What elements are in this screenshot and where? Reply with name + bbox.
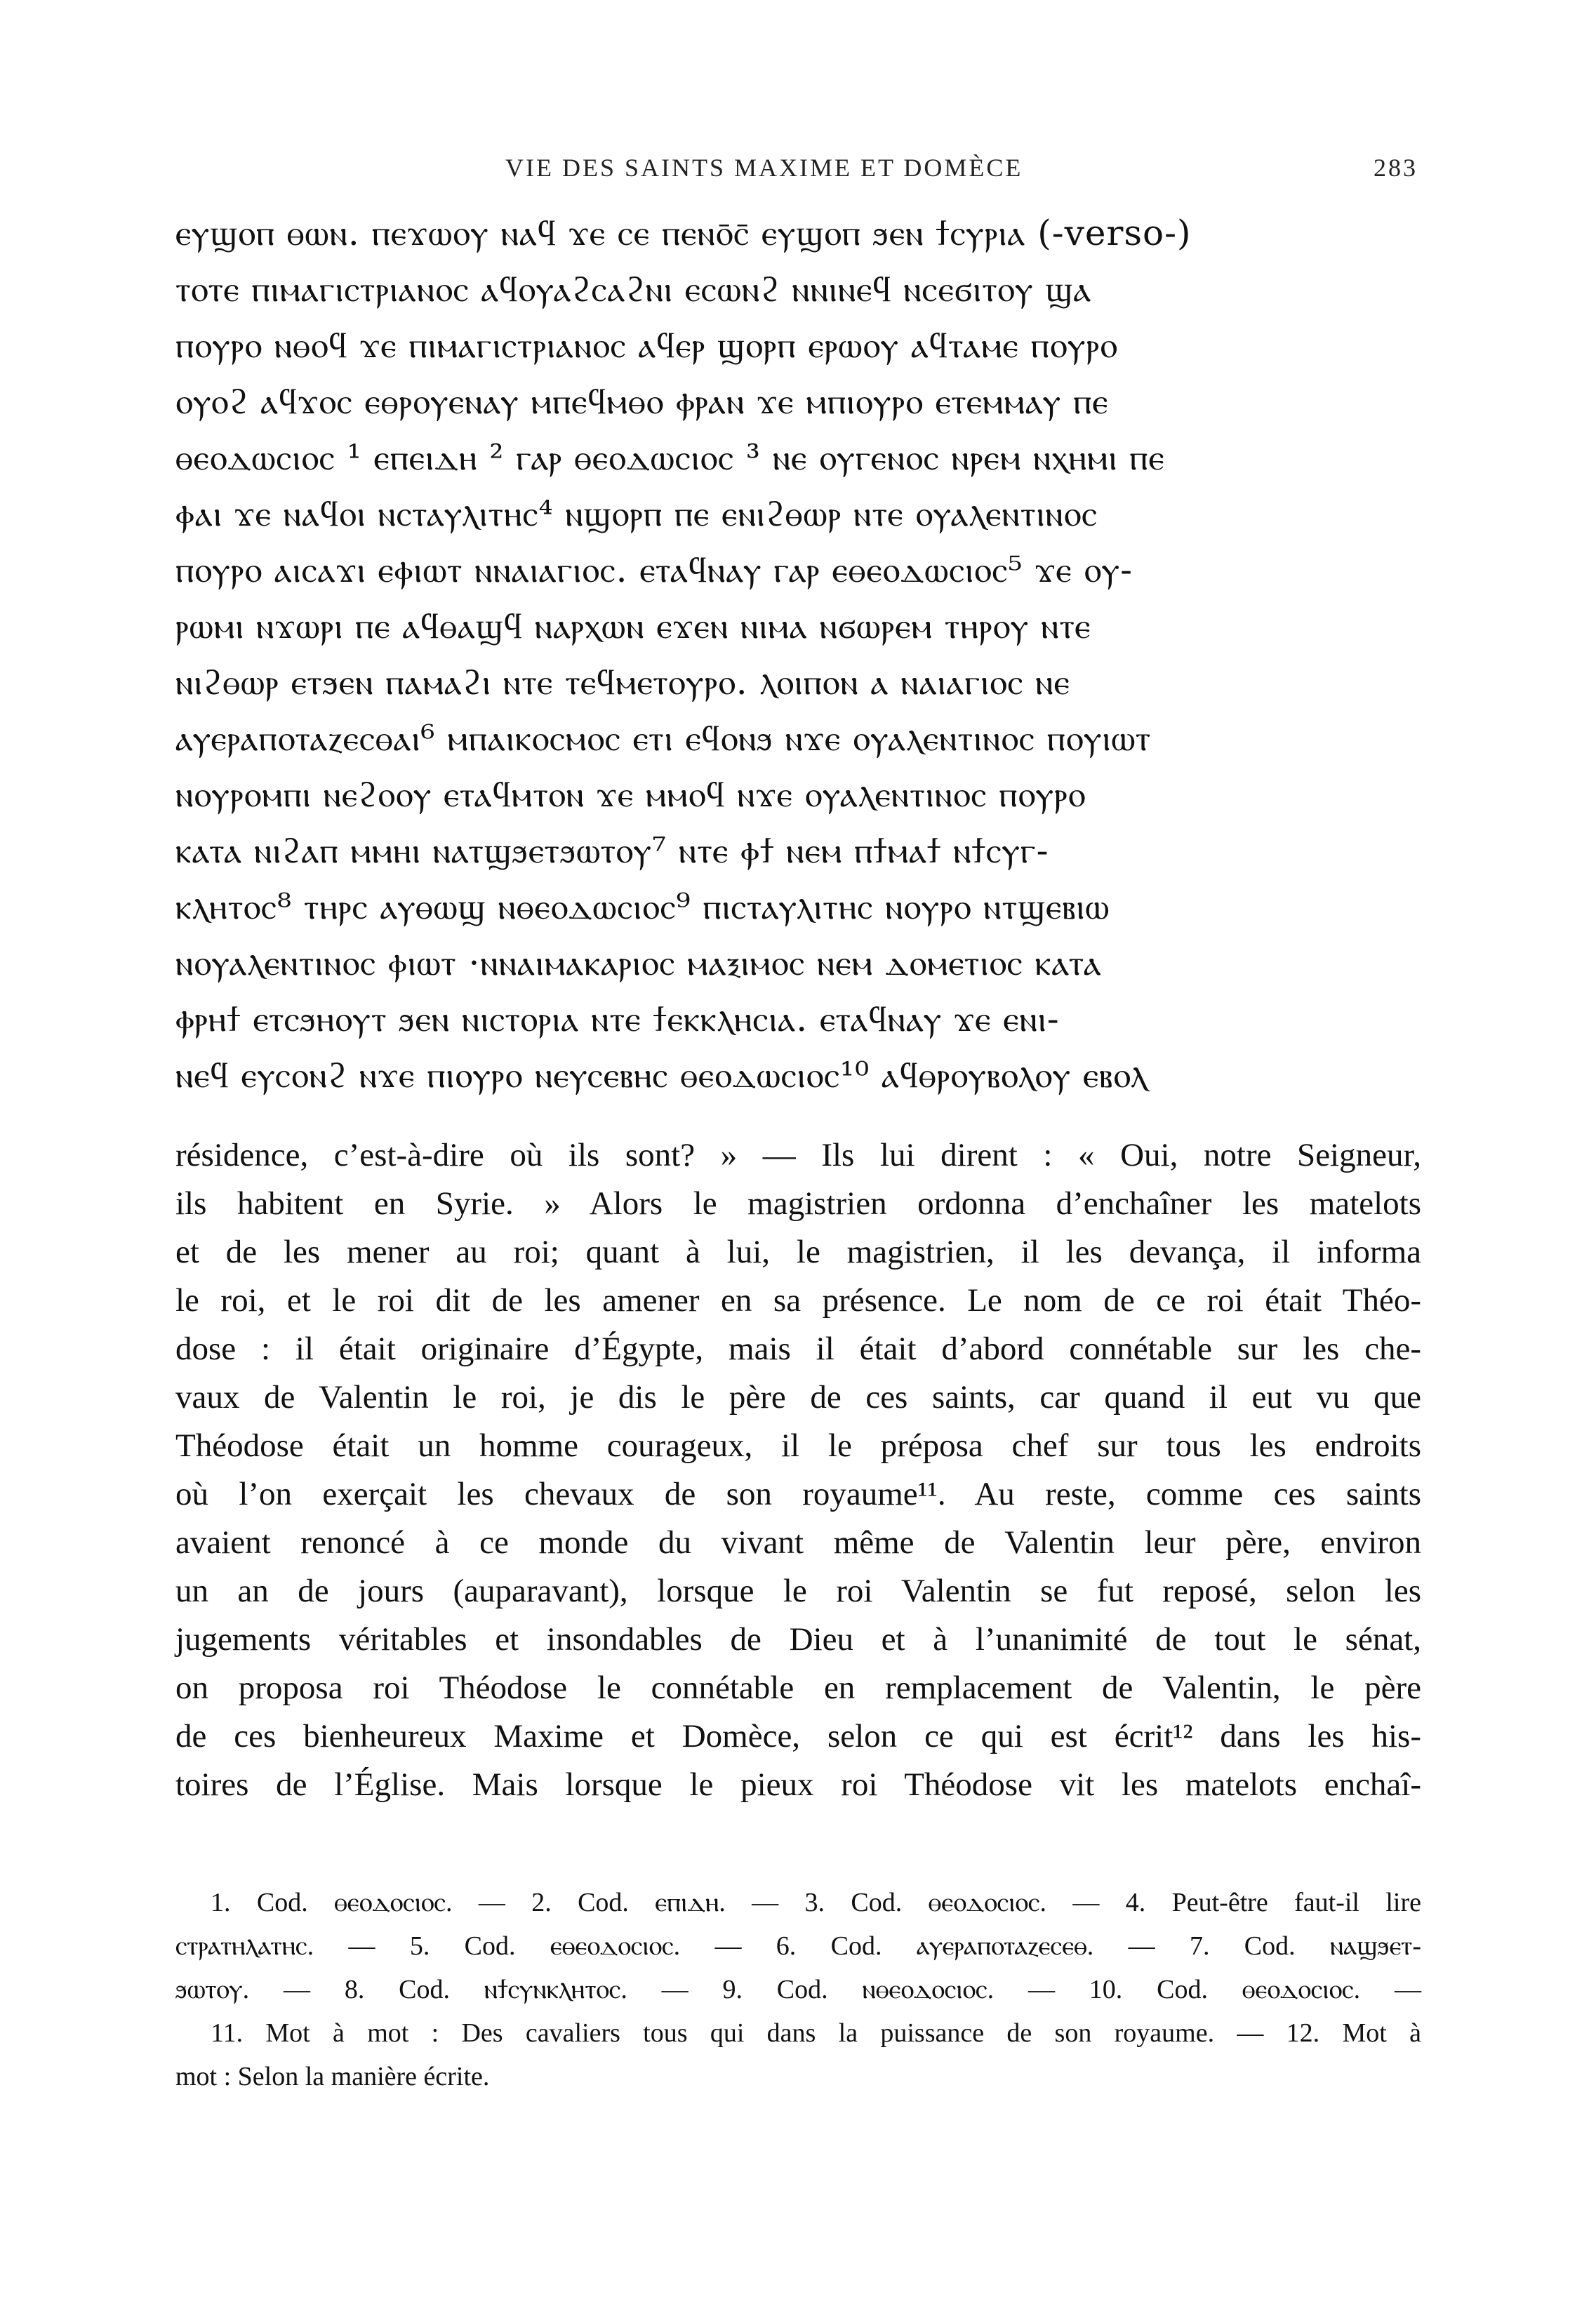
coptic-line: ⲑⲉⲟⲇⲱⲥⲓⲟⲥ ¹ ⲉⲡⲉⲓⲇⲏ ² ⲅⲁⲣ ⲑⲉⲟⲇⲱⲥⲓⲟⲥ ³ ⲛⲉ ⲟⲩⲅⲉⲛⲟⲥ ⲛⲣⲉⲙ ⲛⲭⲏⲙⲓ ⲡⲉ <box>175 437 1165 478</box>
coptic-line: ⲟⲩⲟϩ ⲁϥϫⲟⲥ ⲉⲑⲣⲟⲩⲉⲛⲁⲩ ⲙⲡⲉϥⲙⲑⲟ ⲫⲣⲁⲛ ϫⲉ ⲙⲡⲓⲟⲩⲣⲟ ⲉⲧⲉⲙⲙⲁⲩ ⲡⲉ <box>175 381 1109 422</box>
translation-line: ils habitent en Syrie. » Alors le magistrien ordonna d’enchaîner les matelots <box>175 1185 1421 1222</box>
coptic-line: ⲛⲟⲩⲣⲟⲙⲡⲓ ⲛⲉϩⲟⲟⲩ ⲉⲧⲁϥⲙⲧⲟⲛ ϫⲉ ⲙⲙⲟϥ ⲛϫⲉ ⲟⲩⲁⲗⲉⲛⲧⲓⲛⲟⲥ ⲡⲟⲩⲣⲟ <box>175 774 1086 815</box>
coptic-line: ⲡⲟⲩⲣⲟ ⲛⲑⲟϥ ϫⲉ ⲡⲓⲙⲁⲅⲓⲥⲧⲣⲓⲁⲛⲟⲥ ⲁϥⲉⲣ ϣⲟⲣⲡ ⲉⲣⲱⲟⲩ ⲁϥⲧⲁⲙⲉ ⲡⲟⲩⲣⲟ <box>175 325 1118 366</box>
coptic-line: ⲧⲟⲧⲉ ⲡⲓⲙⲁⲅⲓⲥⲧⲣⲓⲁⲛⲟⲥ ⲁϥⲟⲩⲁϩⲥⲁϩⲛⲓ ⲉⲥⲱⲛϩ ⲛⲛⲓⲛⲉϥ ⲛⲥⲉϭⲓⲧⲟⲩ ϣⲁ <box>175 269 1092 309</box>
running-title: VIE DES SAINTS MAXIME ET DOMÈCE <box>505 154 1023 182</box>
coptic-line: ⲣⲱⲙⲓ ⲛϫⲱⲣⲓ ⲡⲉ ⲁϥⲑⲁϣϥ ⲛⲁⲣⲭⲱⲛ ⲉϫⲉⲛ ⲛⲓⲙⲁ ⲛϭⲱⲣⲉⲙ ⲧⲏⲣⲟⲩ ⲛⲧⲉ <box>175 606 1091 646</box>
coptic-line: ⲛⲓϩⲑⲱⲣ ⲉⲧϧⲉⲛ ⲡⲁⲙⲁϩⲓ ⲛⲧⲉ ⲧⲉϥⲙⲉⲧⲟⲩⲣⲟ. ⲗⲟⲓⲡⲟⲛ ⲁ ⲛⲁⲓⲁⲅⲓⲟⲥ ⲛⲉ <box>175 662 1070 702</box>
coptic-line: ⲡⲟⲩⲣⲟ ⲁⲓⲥⲁϫⲓ ⲉⲫⲓⲱⲧ ⲛⲛⲁⲓⲁⲅⲓⲟⲥ. ⲉⲧⲁϥⲛⲁⲩ ⲅⲁⲣ ⲉⲑⲉⲟⲇⲱⲥⲓⲟⲥ⁵ ϫⲉ ⲟⲩ- <box>175 550 1133 590</box>
translation-line: de ces bienheureux Maxime et Domèce, selon ce qui est écrit¹² dans les his- <box>175 1718 1421 1754</box>
footnote-line: 11. Mot à mot : Des cavaliers tous qui dans la puissance de son royaume. — 12. Mot à <box>211 2018 1421 2048</box>
translation-line: on proposa roi Théodose le connétable en remplacement de Valentin, le père <box>175 1670 1421 1706</box>
coptic-line: ⲕⲗⲏⲧⲟⲥ⁸ ⲧⲏⲣⲥ ⲁⲩⲑⲱϣ ⲛⲑⲉⲟⲇⲱⲥⲓⲟⲥ⁹ ⲡⲓⲥⲧⲁⲩⲗⲓⲧⲏⲥ ⲛⲟⲩⲣⲟ ⲛⲧϣⲉⲃⲓⲱ <box>175 886 1110 927</box>
translation-line: le roi, et le roi dit de les amener en sa présence. Le nom de ce roi était Théo- <box>175 1282 1421 1319</box>
translation-line: où l’on exerçait les chevaux de son royaume¹¹. Au reste, comme ces saints <box>175 1476 1421 1512</box>
translation-line: résidence, c’est-à-dire où ils sont? » — Ils lui dirent : « Oui, notre Seigneur, <box>175 1137 1421 1173</box>
coptic-line: ⲫⲣⲏϯ ⲉⲧⲥϧⲏⲟⲩⲧ ϧⲉⲛ ⲛⲓⲥⲧⲟⲣⲓⲁ ⲛⲧⲉ ϯⲉⲕⲕⲗⲏⲥⲓⲁ. ⲉⲧⲁϥⲛⲁⲩ ϫⲉ ⲉⲛⲓ- <box>175 999 1060 1039</box>
translation-line: et de les mener au roi; quant à lui, le magistrien, il les devança, il informa <box>175 1234 1421 1270</box>
footnotes-block <box>175 1881 1421 2098</box>
coptic-line: ⲉⲩϣⲟⲡ ⲑⲱⲛ. ⲡⲉϫⲱⲟⲩ ⲛⲁϥ ϫⲉ ⲥⲉ ⲡⲉⲛⲟ̄ⲥ̄ ⲉⲩϣⲟⲡ ϧⲉⲛ ϯⲥⲩⲣⲓⲁ (-verso-) <box>175 213 1192 253</box>
footnote-line: ⲥⲧⲣⲁⲧⲏⲗⲁⲧⲏⲥ. — 5. Cod. ⲉⲑⲉⲟⲇⲟⲥⲓⲟⲥ. — 6. Cod. ⲁⲩⲉⲣⲁⲡⲟⲧⲁⲍⲉⲥⲉⲑ. — 7. Cod. ⲛⲁϣϧⲉⲧ- <box>175 1931 1421 1961</box>
translation-line: un an de jours (auparavant), lorsque le roi Valentin se fut reposé, selon les <box>175 1573 1421 1609</box>
translation-line: vaux de Valentin le roi, je dis le père de ces saints, car quand il eut vu que <box>175 1379 1421 1416</box>
translation-line: toires de l’Église. Mais lorsque le pieux roi Théodose vit les matelots enchaî- <box>175 1766 1421 1803</box>
coptic-text-block <box>175 205 1418 1103</box>
page-number: 283 <box>1374 154 1418 182</box>
translation-line: jugements véritables et insondables de Dieu et à l’unanimité de tout le sénat, <box>175 1621 1421 1658</box>
coptic-line: ⲫⲁⲓ ϫⲉ ⲛⲁϥⲟⲓ ⲛⲥⲧⲁⲩⲗⲓⲧⲏⲥ⁴ ⲛϣⲟⲣⲡ ⲡⲉ ⲉⲛⲓϩⲑⲱⲣ ⲛⲧⲉ ⲟⲩⲁⲗⲉⲛⲧⲓⲛⲟⲥ <box>175 493 1098 534</box>
footnote-line: 1. Cod. ⲑⲉⲟⲇⲟⲥⲓⲟⲥ. — 2. Cod. ⲉⲡⲓⲇⲏ. — 3. Cod. ⲑⲉⲟⲇⲟⲥⲓⲟⲥ. — 4. Peut-être faut-il lire <box>211 1888 1421 1917</box>
french-translation-block <box>175 1131 1421 1809</box>
coptic-line: ⲛⲉϥ ⲉⲩⲥⲟⲛϩ ⲛϫⲉ ⲡⲓⲟⲩⲣⲟ ⲛⲉⲩⲥⲉⲃⲏⲥ ⲑⲉⲟⲇⲱⲥⲓⲟⲥ¹⁰ ⲁϥⲑⲣⲟⲩⲃⲟⲗⲟⲩ ⲉⲃⲟⲗ <box>175 1055 1148 1095</box>
footnote-line: mot : Selon la manière écrite. <box>175 2062 490 2091</box>
running-header <box>175 153 1418 187</box>
coptic-line: ⲕⲁⲧⲁ ⲛⲓϩⲁⲡ ⲙⲙⲏⲓ ⲛⲁⲧϣϧⲉⲧϧⲱⲧⲟⲩ⁷ ⲛⲧⲉ ⲫϯ ⲛⲉⲙ ⲡϯⲙⲁϯ ⲛϯⲥⲩⲅ- <box>175 830 1049 871</box>
coptic-line: ⲁⲩⲉⲣⲁⲡⲟⲧⲁⲍⲉⲥⲑⲁⲓ⁶ ⲙⲡⲁⲓⲕⲟⲥⲙⲟⲥ ⲉⲧⲓ ⲉϥⲟⲛϧ ⲛϫⲉ ⲟⲩⲁⲗⲉⲛⲧⲓⲛⲟⲥ ⲡⲟⲩⲓⲱⲧ <box>175 718 1152 759</box>
translation-line: Théodose était un homme courageux, il le préposa chef sur tous les endroits <box>175 1427 1421 1464</box>
translation-line: dose : il était originaire d’Égypte, mais il était d’abord connétable sur les che- <box>175 1331 1421 1367</box>
footnote-line: ϧⲱⲧⲟⲩ. — 8. Cod. ⲛϯⲥⲩⲛⲕⲗⲏⲧⲟⲥ. — 9. Cod. ⲛⲑⲉⲟⲇⲟⲥⲓⲟⲥ. — 10. Cod. ⲑⲉⲟⲇⲟⲥⲓⲟⲥ. — <box>175 1975 1421 2004</box>
coptic-line: ⲛⲟⲩⲁⲗⲉⲛⲧⲓⲛⲟⲥ ⲫⲓⲱⲧ ·ⲛⲛⲁⲓⲙⲁⲕⲁⲣⲓⲟⲥ ⲙⲁⲝⲓⲙⲟⲥ ⲛⲉⲙ ⲇⲟⲙⲉⲧⲓⲟⲥ ⲕⲁⲧⲁ <box>175 943 1102 983</box>
translation-line: avaient renoncé à ce monde du vivant même de Valentin leur père, environ <box>175 1524 1421 1561</box>
